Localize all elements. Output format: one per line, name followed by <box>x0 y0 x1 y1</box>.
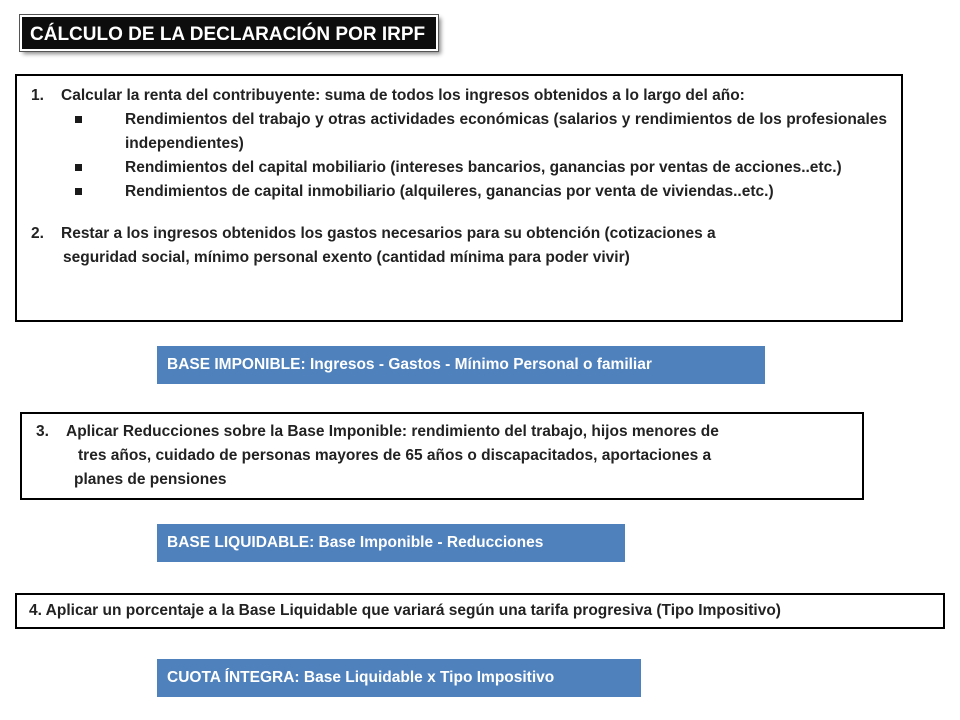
income-list <box>31 108 887 204</box>
list-item-text: Rendimientos de capital inmobiliario (alquileres, ganancias por venta de viviendas..etc.) <box>125 183 774 200</box>
step-4-box <box>15 593 945 629</box>
step-2-number: 2. <box>31 225 44 242</box>
step-1-number: 1. <box>31 87 44 104</box>
step-3 <box>36 420 848 444</box>
list-item <box>69 156 887 180</box>
square-bullet-icon <box>69 108 125 156</box>
step-1-2-box <box>15 74 903 322</box>
step-3-line-2: tres años, cuidado de personas mayores de 65 años o discapacitados, aportaciones a <box>78 447 712 464</box>
list-item <box>69 108 887 156</box>
step-3-line-1: Aplicar Reducciones sobre la Base Imponible: rendimiento del trabajo, hijos menores de <box>66 423 719 440</box>
step-1 <box>31 84 887 108</box>
step-3-box <box>20 412 864 500</box>
list-item-text: Rendimientos del capital mobiliario (intereses bancarios, ganancias por ventas de acciones..etc.) <box>125 159 842 176</box>
list-item-text: Rendimientos del trabajo y otras actividades económicas (salarios y rendimientos de los profesionales independientes) <box>125 111 887 152</box>
slide-title: CÁLCULO DE LA DECLARACIÓN POR IRPF <box>20 15 438 51</box>
step-1-text: Calcular la renta del contribuyente: suma de todos los ingresos obtenidos a lo largo del año: <box>61 87 745 104</box>
cuota-integra-banner: CUOTA ÍNTEGRA: Base Liquidable x Tipo Impositivo <box>157 659 641 697</box>
square-bullet-icon <box>69 180 125 204</box>
step-2 <box>31 222 887 246</box>
step-3-number: 3. <box>36 423 49 440</box>
square-bullet-icon <box>69 156 125 180</box>
list-item <box>69 180 887 204</box>
step-3-line-3: planes de pensiones <box>74 471 227 488</box>
base-imponible-banner: BASE IMPONIBLE: Ingresos - Gastos - Mínimo Personal o familiar <box>157 346 765 384</box>
step-2-line-1: Restar a los ingresos obtenidos los gastos necesarios para su obtención (cotizaciones a <box>61 225 716 242</box>
step-4-text: Aplicar un porcentaje a la Base Liquidable que variará según una tarifa progresiva (Tipo Impositivo) <box>45 602 781 619</box>
base-liquidable-banner: BASE LIQUIDABLE: Base Imponible - Reducciones <box>157 524 625 562</box>
step-4-number: 4. <box>29 602 42 619</box>
step-2-line-2: seguridad social, mínimo personal exento (cantidad mínima para poder vivir) <box>63 249 630 266</box>
